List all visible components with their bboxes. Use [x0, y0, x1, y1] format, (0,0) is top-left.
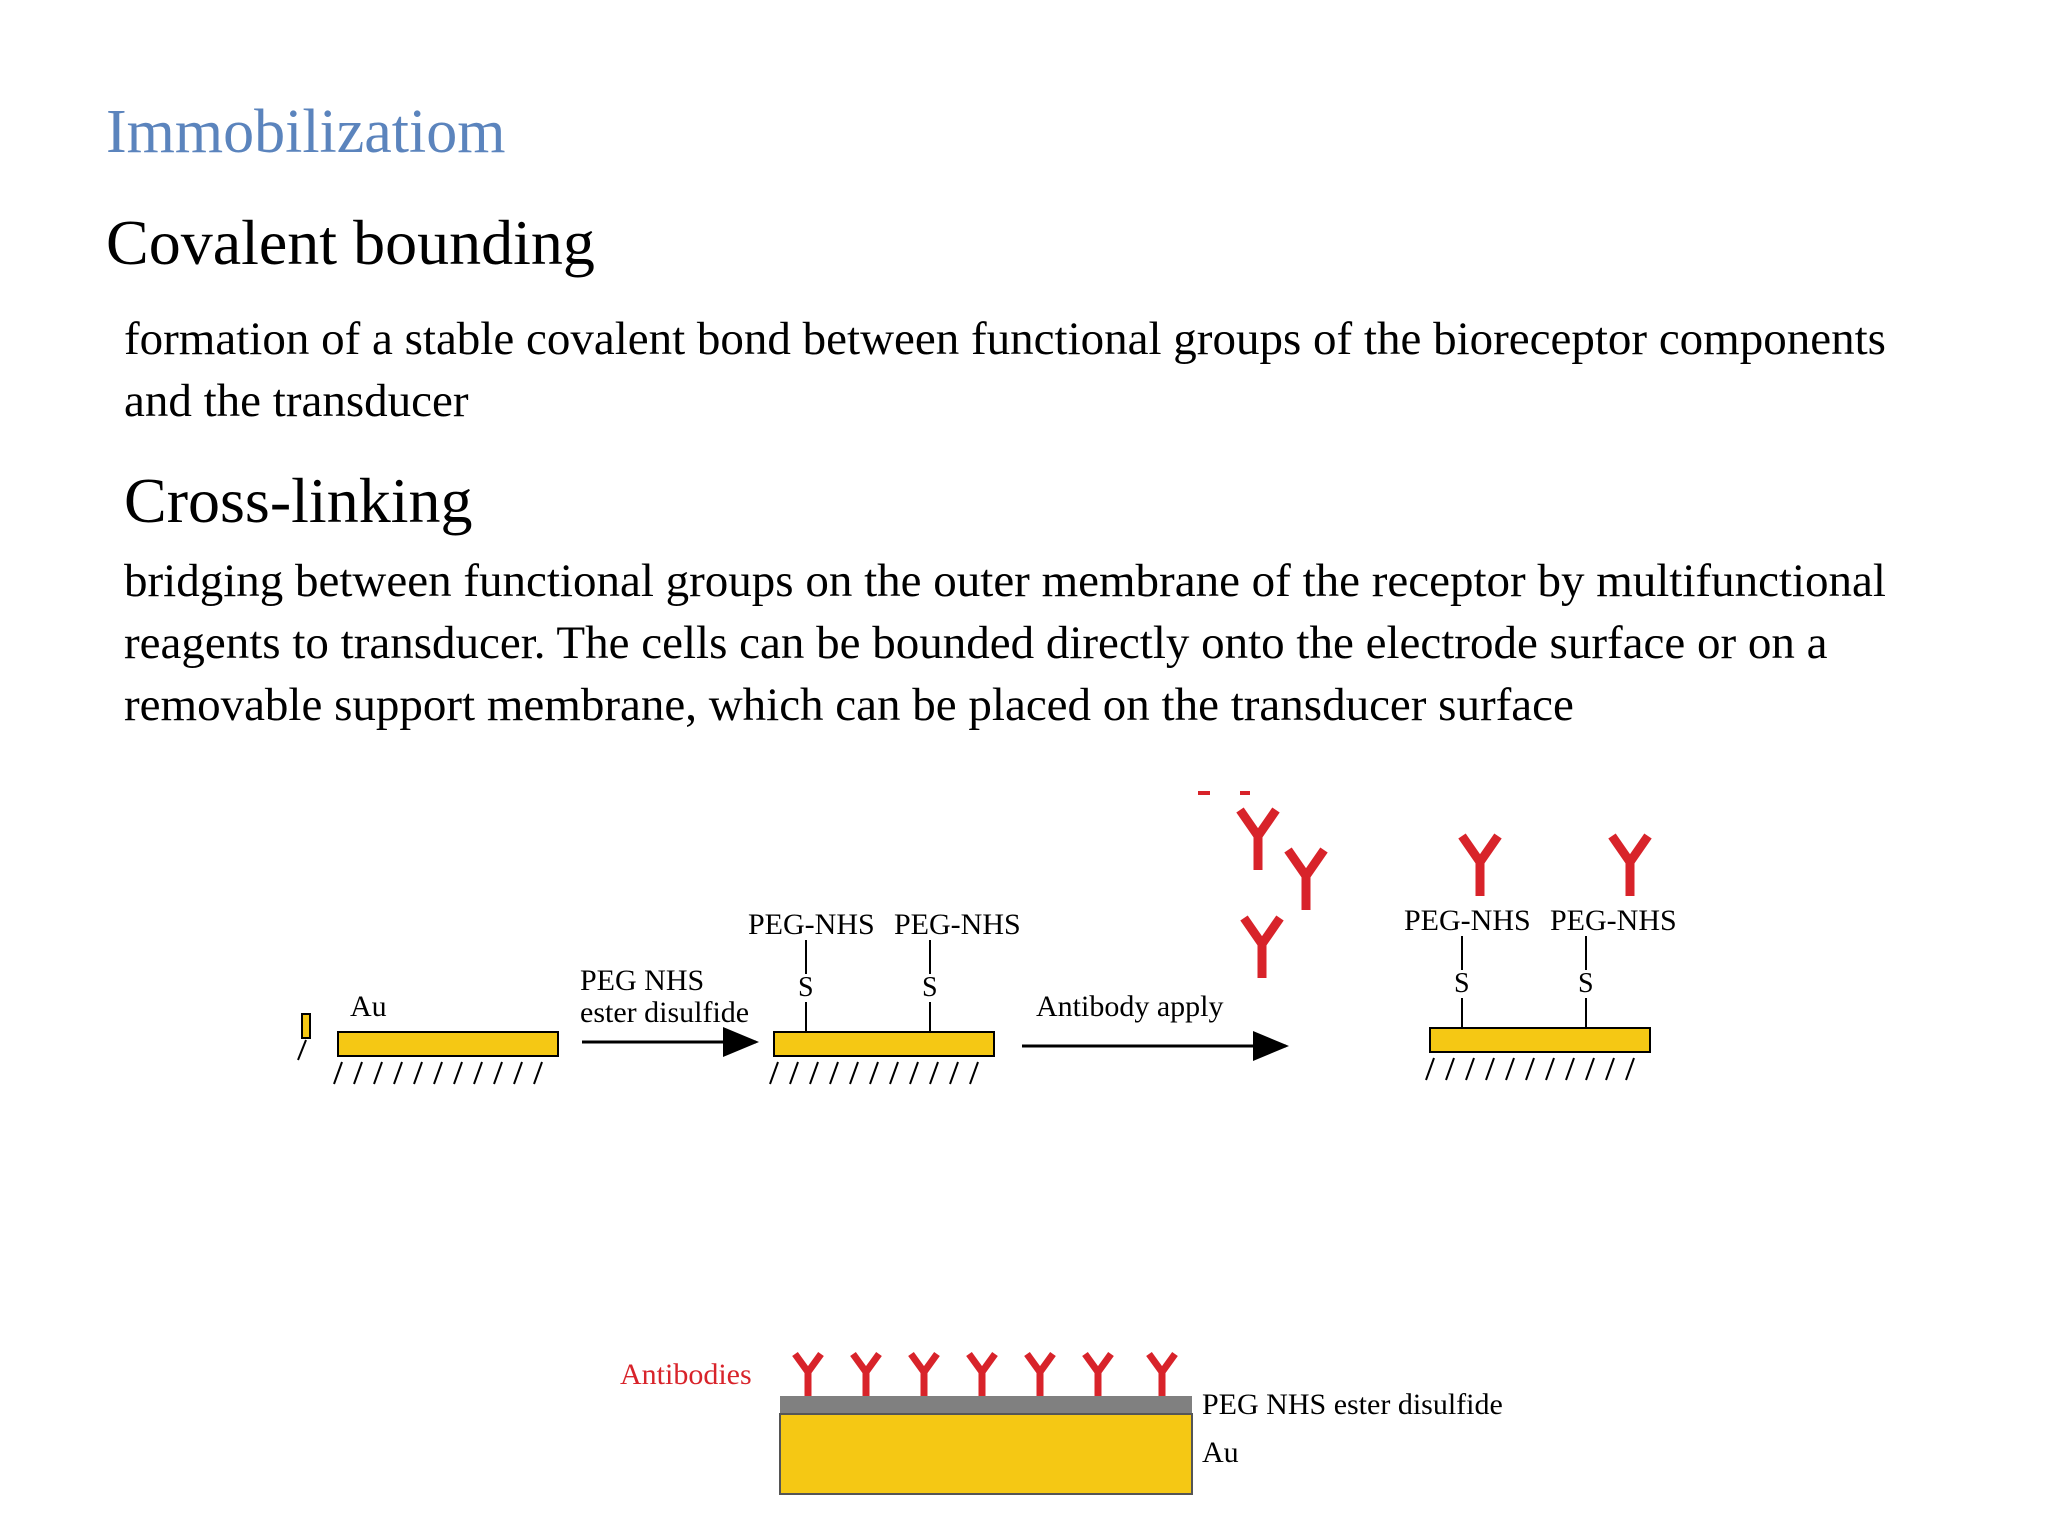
antibodies-label: Antibodies [620, 1358, 752, 1391]
heading-covalent-bounding: Covalent bounding [106, 207, 595, 278]
slide-title: Immobilizatiom [106, 98, 506, 166]
sulfur-label-4: S [1578, 968, 1594, 999]
step2-label: Antibody apply [1036, 990, 1224, 1023]
peg-nhs-label-3: PEG-NHS [1404, 904, 1531, 937]
peg-layer [780, 1396, 1192, 1414]
peg-nhs-label-2: PEG-NHS [894, 908, 1021, 941]
gold-surface-stage1 [334, 1032, 558, 1084]
sulfur-label-3: S [1454, 968, 1470, 999]
peg-nhs-label-1: PEG-NHS [748, 908, 875, 941]
peg-nhs-label-4: PEG-NHS [1550, 904, 1677, 937]
au-layer [780, 1414, 1192, 1494]
paragraph-covalent-bounding: formation of a stable covalent bond between functional groups of the bioreceptor components and the transducer [124, 313, 1886, 427]
paragraph-cross-linking: bridging between functional groups on the outer membrane of the receptor by multifunctional reagents to transducer. The cells can be bounded directly onto the electrode surface or on a removable support membrane, which can be placed on the transducer surface [124, 555, 1886, 731]
heading-cross-linking: Cross-linking [124, 465, 473, 536]
au-layer-label: Au [1202, 1436, 1239, 1469]
gold-surface-stage3 [1426, 836, 1650, 1080]
sulfur-label-2: S [922, 972, 938, 1003]
au-label-stage1: Au [350, 990, 387, 1023]
cropped-surface-fragment [298, 1014, 310, 1060]
free-antibodies [1198, 793, 1324, 978]
antibody-row [795, 1354, 1175, 1396]
peg-layer-label: PEG NHS ester disulfide [1202, 1388, 1503, 1421]
sulfur-label-1: S [798, 972, 814, 1003]
step1-label-line2: ester disulfide [580, 996, 750, 1029]
step1-label-line1: PEG NHS [580, 964, 705, 997]
gold-surface-stage2 [770, 940, 994, 1084]
